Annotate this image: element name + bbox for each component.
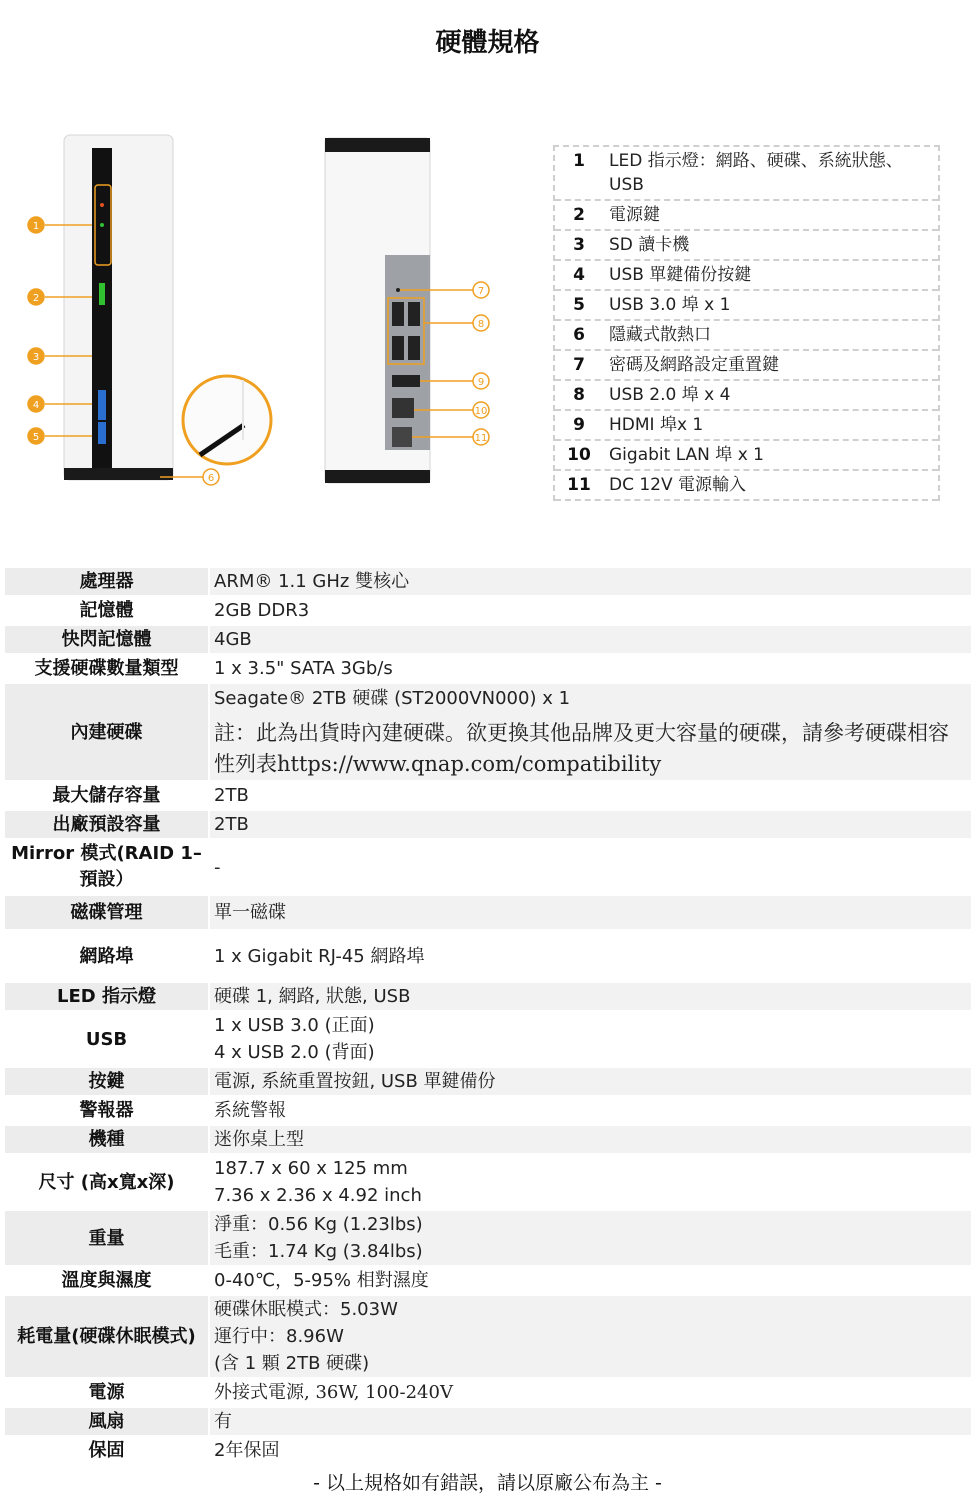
spec-value: ARM® 1.1 GHz 雙核心 — [209, 567, 972, 596]
legend-text: 電源鍵 — [609, 205, 660, 225]
callout-marker — [28, 348, 44, 364]
legend-number: 11 — [567, 475, 591, 495]
spec-row-flash — [4, 625, 972, 654]
device-diagram — [0, 120, 545, 510]
legend-row — [555, 231, 938, 261]
spec-label: 耗電量(硬碟休眠模式) — [4, 1295, 209, 1378]
spec-label: 內建硬碟 — [4, 683, 209, 781]
spec-row-alarm — [4, 1096, 972, 1125]
callout-number: 11 — [474, 433, 488, 444]
spec-label: 出廠預設容量 — [4, 810, 209, 839]
spec-label: 最大儲存容量 — [4, 781, 209, 810]
spec-value: 1 x 3.5" SATA 3Gb/s — [209, 654, 972, 683]
spec-row-weight — [4, 1210, 972, 1266]
power-note: (含 1 顆 2TB 硬碟) — [214, 1353, 370, 1374]
spec-label: 警報器 — [4, 1096, 209, 1125]
spec-row-cpu — [4, 567, 972, 596]
callout-number: 1 — [32, 221, 40, 232]
spec-label: 按鍵 — [4, 1067, 209, 1096]
spec-row-led — [4, 982, 972, 1011]
spec-row-mirror — [4, 839, 972, 895]
legend-number: 8 — [573, 385, 585, 405]
callout-marker — [28, 217, 44, 233]
legend-number: 3 — [573, 235, 585, 255]
usb-line-1: 1 x USB 3.0 (正面) — [214, 1015, 375, 1036]
callout-marker — [473, 402, 489, 418]
callout-number: 8 — [477, 319, 485, 330]
spec-label: 重量 — [4, 1210, 209, 1266]
spec-value: 硬碟 1, 網路, 狀態, USB — [209, 982, 972, 1011]
callout-number: 7 — [477, 286, 485, 297]
spec-row-psu — [4, 1378, 972, 1407]
spec-row-network — [4, 930, 972, 982]
legend-row — [555, 471, 938, 501]
spec-value: 2TB — [209, 810, 972, 839]
spec-label: 快閃記憶體 — [4, 625, 209, 654]
spec-row-disk-mgmt — [4, 895, 972, 930]
power-running: 運行中：8.96W — [214, 1326, 344, 1347]
legend-number: 4 — [573, 265, 585, 285]
callout-marker — [473, 429, 489, 445]
spec-row-form — [4, 1125, 972, 1154]
legend-number: 9 — [573, 415, 585, 435]
spec-row-fan — [4, 1407, 972, 1436]
callout-marker — [473, 282, 489, 298]
spec-row-env — [4, 1266, 972, 1295]
spec-label: 處理器 — [4, 567, 209, 596]
spec-value: 2TB — [209, 781, 972, 810]
spec-value: 0-40℃，5-95% 相對濕度 — [209, 1266, 972, 1295]
vent-zoom — [183, 376, 271, 464]
page-title: 硬體規格 — [435, 28, 540, 58]
power-sleep: 硬碟休眠模式：5.03W — [214, 1299, 398, 1320]
spec-label: 尺寸 (高x寬x深) — [4, 1154, 209, 1210]
legend-row — [555, 147, 938, 201]
legend-text: 隱藏式散熱口 — [609, 325, 711, 345]
spec-value: 2年保固 — [209, 1436, 972, 1465]
spec-row-warranty — [4, 1436, 972, 1465]
legend-text: USB 3.0 埠 x 1 — [609, 295, 731, 315]
legend-number: 6 — [573, 325, 585, 345]
callout-marker — [28, 289, 44, 305]
callout-number: 4 — [32, 400, 40, 411]
spec-row-buttons — [4, 1067, 972, 1096]
hdd-note: 註：此為出貨時內建硬碟。欲更換其他品牌及更大容量的硬碟，請參考硬碟相容性列表https://www.qnap.com/compatibility — [214, 720, 949, 776]
spec-label: 支援硬碟數量類型 — [4, 654, 209, 683]
spec-value: 有 — [209, 1407, 972, 1436]
spec-value: 系統警報 — [209, 1096, 972, 1125]
legend-text: USB 單鍵備份按鍵 — [609, 265, 752, 285]
callout-marker — [473, 373, 489, 389]
legend-number: 5 — [573, 295, 585, 315]
spec-value — [209, 1011, 972, 1067]
spec-label: 風扇 — [4, 1407, 209, 1436]
weight-gross: 毛重：1.74 Kg (3.84lbs) — [214, 1241, 423, 1262]
callout-marker — [203, 469, 219, 485]
usb-line-2: 4 x USB 2.0 (背面) — [214, 1042, 375, 1063]
spec-row-dimension — [4, 1154, 972, 1210]
spec-row-builtin-hdd — [4, 683, 972, 781]
spec-row-usb — [4, 1011, 972, 1067]
callout-number: 3 — [32, 352, 40, 363]
spec-label: 電源 — [4, 1378, 209, 1407]
legend-text: HDMI 埠x 1 — [609, 415, 704, 435]
spec-value: 1 x Gigabit RJ-45 網路埠 — [209, 930, 972, 982]
callout-marker — [473, 315, 489, 331]
spec-label: Mirror 模式(RAID 1–預設） — [4, 839, 209, 895]
spec-label: 磁碟管理 — [4, 895, 209, 930]
legend-number: 10 — [567, 445, 591, 465]
legend-row — [555, 381, 938, 411]
spec-value — [209, 1210, 972, 1266]
legend-number: 7 — [573, 355, 585, 375]
spec-value — [209, 683, 972, 781]
legend-row — [555, 201, 938, 231]
legend-number: 2 — [573, 205, 585, 225]
callout-number: 9 — [477, 377, 485, 388]
legend-row — [555, 411, 938, 441]
legend-row — [555, 441, 938, 471]
spec-label: 記憶體 — [4, 596, 209, 625]
dimension-mm: 187.7 x 60 x 125 mm — [214, 1158, 408, 1179]
spec-value: 4GB — [209, 625, 972, 654]
spec-value: 外接式電源, 36W, 100-240V — [209, 1378, 972, 1407]
spec-table — [3, 566, 973, 1466]
hdd-model: Seagate® 2TB 硬碟 (ST2000VN000) x 1 — [214, 687, 571, 709]
legend-row — [555, 261, 938, 291]
legend-text: LED 指示燈：網路、硬碟、系統狀態、USB — [609, 151, 903, 195]
callout-number: 2 — [32, 293, 40, 304]
spec-label: 溫度與濕度 — [4, 1266, 209, 1295]
legend-row — [555, 351, 938, 381]
legend-row — [555, 291, 938, 321]
legend-text: 密碼及網路設定重置鍵 — [609, 355, 779, 375]
dimension-inch: 7.36 x 2.36 x 4.92 inch — [214, 1185, 422, 1206]
front-device — [64, 135, 173, 480]
rear-device — [325, 138, 430, 483]
spec-row-power-use — [4, 1295, 972, 1378]
spec-value — [209, 1154, 972, 1210]
legend-row — [555, 321, 938, 351]
callout-number: 10 — [474, 406, 488, 417]
legend-text: SD 讀卡機 — [609, 235, 690, 255]
legend-text: DC 12V 電源輸入 — [609, 475, 747, 495]
spec-value: 單一磁碟 — [209, 895, 972, 930]
spec-label: 網路埠 — [4, 930, 209, 982]
weight-net: 淨重：0.56 Kg (1.23lbs) — [214, 1214, 423, 1235]
spec-row-max-capacity — [4, 781, 972, 810]
spec-label: 機種 — [4, 1125, 209, 1154]
spec-row-drive-support — [4, 654, 972, 683]
spec-value: 迷你桌上型 — [209, 1125, 972, 1154]
spec-label: LED 指示燈 — [4, 982, 209, 1011]
spec-value — [209, 1295, 972, 1378]
spec-label: 保固 — [4, 1436, 209, 1465]
callout-number: 5 — [32, 432, 40, 443]
legend-table — [553, 145, 940, 501]
spec-value: 電源, 系統重置按鈕, USB 單鍵備份 — [209, 1067, 972, 1096]
legend-text: USB 2.0 埠 x 4 — [609, 385, 731, 405]
footer-note: - 以上規格如有錯誤，請以原廠公布為主 - — [313, 1472, 662, 1494]
spec-row-memory — [4, 596, 972, 625]
callout-marker — [28, 428, 44, 444]
callout-marker — [28, 396, 44, 412]
callout-number: 6 — [207, 473, 215, 484]
spec-row-default-capacity — [4, 810, 972, 839]
spec-value: - — [209, 839, 972, 895]
spec-value: 2GB DDR3 — [209, 596, 972, 625]
legend-number: 1 — [573, 151, 585, 171]
spec-label: USB — [4, 1011, 209, 1067]
legend-text: Gigabit LAN 埠 x 1 — [609, 445, 764, 465]
